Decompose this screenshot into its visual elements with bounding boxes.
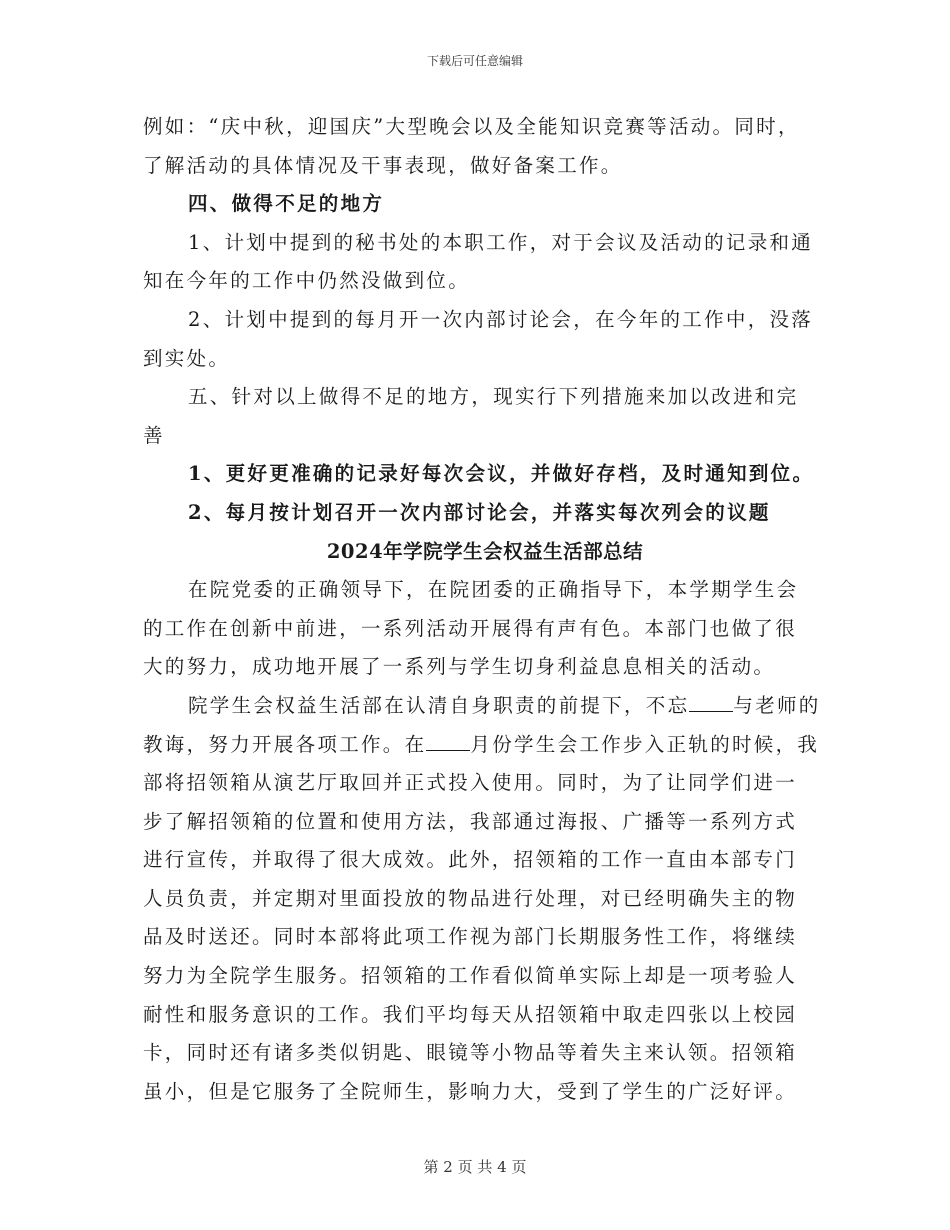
paragraph-line: 人员负责，并定期对里面投放的物品进行处理，对已经明确失主的物 [143,886,798,910]
paragraph-line: 了解活动的具体情况及干事表现，做好备案工作。 [143,153,623,177]
document-title: 2024年学院学生会权益生活部总结 [326,539,644,563]
page-footer: 第 2 页 共 4 页 [423,1158,527,1176]
document-body [143,108,821,1111]
paragraph-line: 的工作在创新中前进，一系列活动开展得有声有色。本部门也做了很 [143,616,798,640]
section-heading: 四、做得不足的地方 [188,192,385,216]
paragraph-line [143,687,821,726]
page-header: 下载后可任意编辑 [426,54,523,68]
paragraph-line: 部将招领箱从演艺厅取回并正式投入使用。同时，为了让同学们进一 [143,771,798,795]
line-segment: 教诲，努力开展各项工作。在 [143,732,427,756]
paragraph-line: 大的努力，成功地开展了一系列与学生切身利益息息相关的活动。 [143,655,776,679]
paragraph-line: 在院党委的正确领导下，在院团委的正确指导下，本学期学生会 [188,578,799,602]
paragraph-line: 到实处。 [143,346,231,370]
paragraph-line: 知在今年的工作中仍然没做到位。 [143,269,471,293]
line-segment: 月份学生会工作步入正轨的时候，我 [470,732,820,756]
paragraph-line: 例如：“庆中秋，迎国庆”大型晚会以及全能知识竞赛等活动。同时， [143,115,800,138]
line-segment: 院学生会权益生活部在认清自身职责的前提下，不忘 [188,693,690,717]
paragraph-line: 步了解招领箱的位置和使用方法，我部通过海报、广播等一系列方式 [143,809,798,833]
paragraph-line: 五、针对以上做得不足的地方，现实行下列措施来加以改进和完 [188,385,799,409]
paragraph-line: 虽小，但是它服务了全院师生，影响力大，受到了学生的广泛好评。 [143,1079,798,1103]
paragraph-line: 善 [143,423,165,447]
fill-blank [689,693,733,712]
paragraph-line: 品及时送还。同时本部将此项工作视为部门长期服务性工作，将继续 [143,925,798,949]
paragraph-line: 耐性和服务意识的工作。我们平均每天从招领箱中取走四张以上校园 [143,1002,798,1026]
paragraph-line: 1、计划中提到的秘书处的本职工作，对于会议及活动的记录和通 [188,230,814,254]
paragraph-line: 进行宣传，并取得了很大成效。此外，招领箱的工作一直由本部专门 [143,848,798,872]
measure-item: 2、每月按计划召开一次内部讨论会，并落实每次列会的议题 [188,500,771,524]
paragraph-line: 2、计划中提到的每月开一次内部讨论会，在今年的工作中，没落 [188,307,814,331]
fill-blank [426,732,470,751]
paragraph-line: 努力为全院学生服务。招领箱的工作看似简单实际上却是一项考验人 [143,964,798,988]
paragraph-line: 卡，同时还有诸多类似钥匙、眼镜等小物品等着失主来认领。招领箱 [143,1041,798,1065]
line-segment: 与老师的 [733,693,821,717]
paragraph-line [143,726,820,765]
measure-item: 1、更好更准确的记录好每次会议，并做好存档，及时通知到位。 [188,462,815,486]
